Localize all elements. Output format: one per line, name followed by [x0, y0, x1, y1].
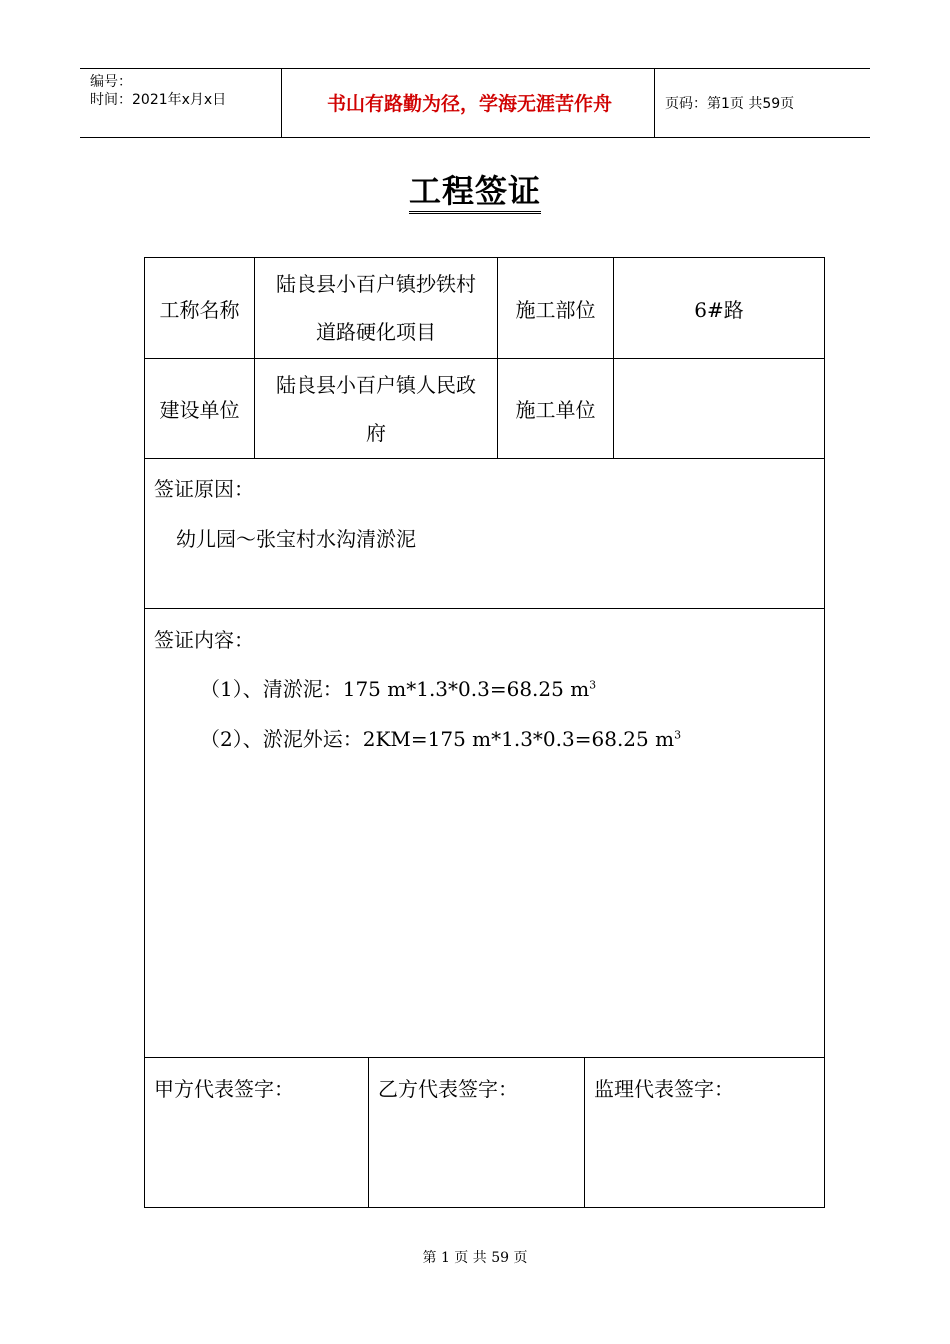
owner-unit-value — [255, 361, 497, 457]
table-rule — [145, 458, 824, 459]
party-b-signature-label: 乙方代表签字： — [378, 1077, 518, 1101]
unit-exponent: 3 — [674, 728, 682, 742]
contractor-value — [614, 359, 824, 458]
owner-unit-label: 建设单位 — [159, 398, 240, 422]
table-rule — [368, 1057, 369, 1207]
owner-unit-line1: 陆良县小百户镇人民政 — [276, 373, 476, 397]
header-page-info: 页码：第1页 共59页 — [665, 96, 795, 112]
table-rule — [145, 608, 824, 609]
content-item-1 — [200, 673, 596, 702]
project-name-value — [255, 260, 497, 356]
table-rule — [145, 1057, 824, 1058]
supervisor-signature-label: 监理代表签字： — [594, 1077, 734, 1101]
project-name-line1: 陆良县小百户镇抄铁村 — [276, 272, 476, 296]
content-item-text: （1）、清淤泥：175 m*1.3*0.3=68.25 m — [200, 677, 590, 701]
header-divider — [654, 69, 655, 137]
date-label: 时间：2021年x月x日 — [90, 92, 227, 108]
page-header — [80, 68, 870, 138]
header-motto: 书山有路勤为径，学海无涯苦作舟 — [326, 93, 612, 115]
document-title-text: 工程签证 — [409, 172, 541, 214]
unit-exponent: 3 — [589, 678, 597, 692]
party-a-signature-label: 甲方代表签字： — [154, 1077, 294, 1101]
project-name-line2: 道路硬化项目 — [316, 320, 436, 344]
project-name-label: 工称名称 — [159, 297, 240, 322]
header-meta — [90, 73, 226, 109]
content-item-2 — [200, 723, 681, 752]
document-title — [0, 166, 950, 212]
construction-site-label: 施工部位 — [515, 297, 596, 322]
contractor-label: 施工单位 — [515, 398, 596, 422]
construction-site-value: 6#路 — [694, 297, 744, 322]
reason-text: 幼儿园～张宝村水沟清淤泥 — [176, 527, 416, 551]
visa-form-table — [144, 257, 825, 1208]
owner-unit-line2: 府 — [366, 421, 386, 445]
number-label: 编号： — [90, 74, 132, 90]
page-footer: 第 1 页 共 59 页 — [422, 1250, 528, 1266]
reason-label: 签证原因： — [154, 477, 254, 501]
content-label: 签证内容： — [154, 628, 254, 652]
header-divider — [281, 69, 282, 137]
content-item-text: （2）、淤泥外运：2KM=175 m*1.3*0.3=68.25 m — [200, 727, 675, 751]
table-rule — [584, 1057, 585, 1207]
